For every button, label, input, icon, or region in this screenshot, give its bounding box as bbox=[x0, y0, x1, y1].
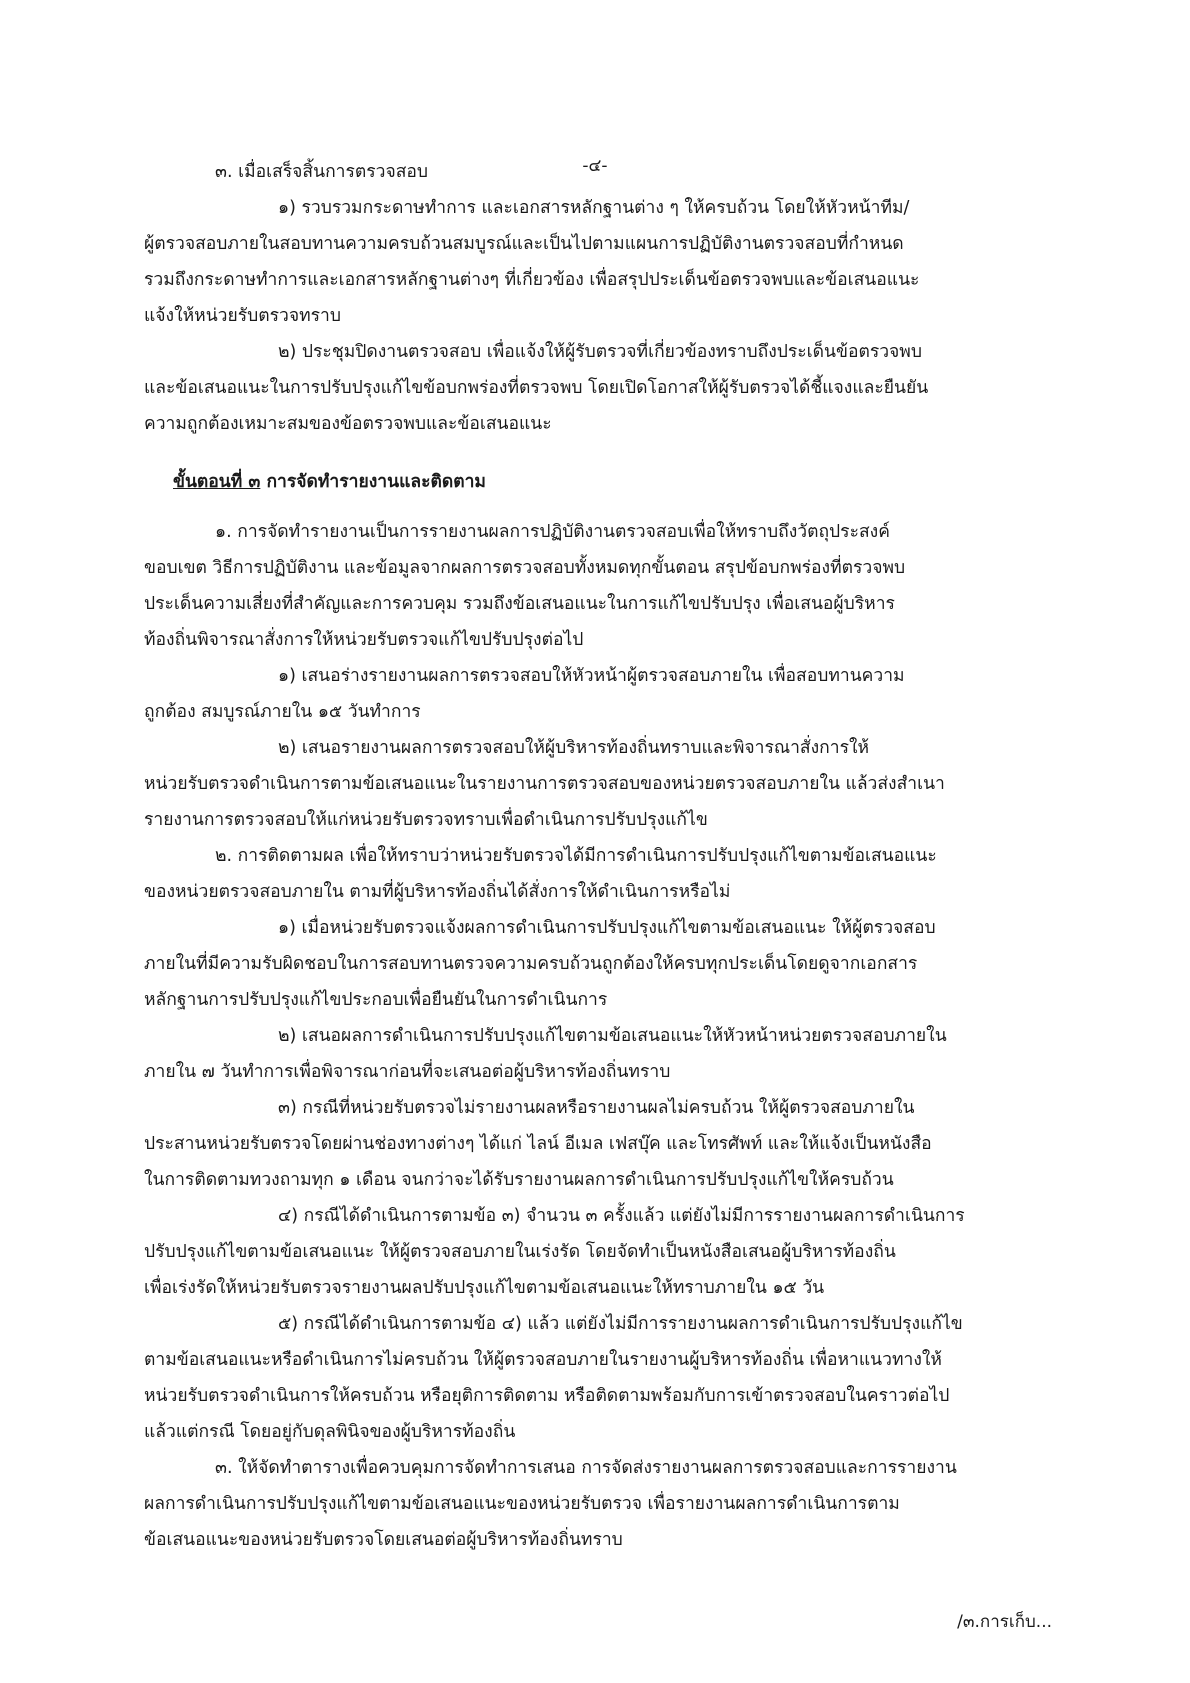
text-line: และข้อเสนอแนะในการปรับปรุงแก้ไขข้อบกพร่องที่ตรวจพบ โดยเปิดโอกาสให้ผู้รับตรวจได้ชี้แจงและยืนยัน bbox=[144, 378, 929, 398]
text-line: ประเด็นความเสี่ยงที่สำคัญและการควบคุม รวมถึงข้อเสนอแนะในการแก้ไขปรับปรุง เพื่อเสนอผู้บริหาร bbox=[144, 594, 895, 614]
text-line: ข้อเสนอแนะของหน่วยรับตรวจโดยเสนอต่อผู้บริหารท้องถิ่นทราบ bbox=[144, 1530, 623, 1550]
text-line: ๑) เสนอร่างรายงานผลการตรวจสอบให้หัวหน้าผู้ตรวจสอบภายใน เพื่อสอบทานความ bbox=[278, 666, 905, 686]
step-title: การจัดทำรายงานและติดตาม bbox=[266, 472, 486, 492]
text-line: แล้วแต่กรณี โดยอยู่กับดุลพินิจของผู้บริหารท้องถิ่น bbox=[144, 1422, 516, 1442]
text-line: ๑. การจัดทำรายงานเป็นการรายงานผลการปฏิบัติงานตรวจสอบเพื่อให้ทราบถึงวัตถุประสงค์ bbox=[215, 522, 890, 542]
text-line: ๓. ให้จัดทำตารางเพื่อควบคุมการจัดทำการเสนอ การจัดส่งรายงานผลการตรวจสอบและการรายงาน bbox=[215, 1458, 957, 1478]
text-line: แจ้งให้หน่วยรับตรวจทราบ bbox=[144, 306, 341, 326]
text-line: หน่วยรับตรวจดำเนินการตามข้อเสนอแนะในรายงานการตรวจสอบของหน่วยตรวจสอบภายใน แล้วส่งสำเนา bbox=[144, 774, 945, 794]
text-line: เพื่อเร่งรัดให้หน่วยรับตรวจรายงานผลปรับปรุงแก้ไขตามข้อเสนอแนะให้ทราบภายใน ๑๕ วัน bbox=[144, 1278, 825, 1298]
text-line: ภายใน ๗ วันทำการเพื่อพิจารณาก่อนที่จะเสนอต่อผู้บริหารท้องถิ่นทราบ bbox=[144, 1062, 671, 1082]
text-line: ประสานหน่วยรับตรวจโดยผ่านช่องทางต่างๆ ได้แก่ ไลน์ อีเมล เฟสบุ๊ค และโทรศัพท์ และให้แจ้งเป็นหนังสือ bbox=[144, 1134, 932, 1154]
text-line: หน่วยรับตรวจดำเนินการให้ครบถ้วน หรือยุติการติดตาม หรือติดตามพร้อมกับการเข้าตรวจสอบในคราวต่อไป bbox=[144, 1386, 950, 1406]
text-line: ผลการดำเนินการปรับปรุงแก้ไขตามข้อเสนอแนะของหน่วยรับตรวจ เพื่อรายงานผลการดำเนินการตาม bbox=[144, 1494, 900, 1514]
text-line: ภายในที่มีความรับผิดชอบในการสอบทานตรวจความครบถ้วนถูกต้องให้ครบทุกประเด็นโดยดูจากเอกสาร bbox=[144, 954, 918, 974]
text-line: ๒) ประชุมปิดงานตรวจสอบ เพื่อแจ้งให้ผู้รับตรวจที่เกี่ยวข้องทราบถึงประเด็นข้อตรวจพบ bbox=[278, 342, 922, 362]
text-line: ความถูกต้องเหมาะสมของข้อตรวจพบและข้อเสนอแนะ bbox=[144, 414, 552, 434]
continuation-footer: /๓.การเก็บ... bbox=[957, 1612, 1052, 1632]
text-line: รายงานการตรวจสอบให้แก่หน่วยรับตรวจทราบเพื่อดำเนินการปรับปรุงแก้ไข bbox=[144, 810, 708, 830]
text-line: ในการติดตามทวงถามทุก ๑ เดือน จนกว่าจะได้รับรายงานผลการดำเนินการปรับปรุงแก้ไขให้ครบถ้วน bbox=[144, 1170, 894, 1190]
text-line: ปรับปรุงแก้ไขตามข้อเสนอแนะ ให้ผู้ตรวจสอบภายในเร่งรัด โดยจัดทำเป็นหนังสือเสนอผู้บริหารท้องถิ่น bbox=[144, 1242, 896, 1262]
text-line: ผู้ตรวจสอบภายในสอบทานความครบถ้วนสมบูรณ์และเป็นไปตามแผนการปฏิบัติงานตรวจสอบที่กำหนด bbox=[144, 234, 904, 254]
text-line: ๑) รวบรวมกระดาษทำการ และเอกสารหลักฐานต่าง ๆ ให้ครบถ้วน โดยให้หัวหน้าทีม/ bbox=[278, 198, 910, 218]
text-line: ตามข้อเสนอแนะหรือดำเนินการไม่ครบถ้วน ให้ผู้ตรวจสอบภายในรายงานผู้บริหารท้องถิ่น เพื่อหาแนวทางให้ bbox=[144, 1350, 942, 1370]
text-line: ๒. การติดตามผล เพื่อให้ทราบว่าหน่วยรับตรวจได้มีการดำเนินการปรับปรุงแก้ไขตามข้อเสนอแนะ bbox=[215, 846, 937, 866]
text-line: ของหน่วยตรวจสอบภายใน ตามที่ผู้บริหารท้องถิ่นได้สั่งการให้ดำเนินการหรือไม่ bbox=[144, 882, 731, 902]
text-line: ๔) กรณีได้ดำเนินการตามข้อ ๓) จำนวน ๓ ครั้งแล้ว แต่ยังไม่มีการรายงานผลการดำเนินการ bbox=[278, 1206, 965, 1226]
step-label: ขั้นตอนที่ ๓ bbox=[173, 472, 261, 492]
text-line: ๑) เมื่อหน่วยรับตรวจแจ้งผลการดำเนินการปรับปรุงแก้ไขตามข้อเสนอแนะ ให้ผู้ตรวจสอบ bbox=[278, 918, 936, 938]
page-number: -๔- bbox=[582, 156, 608, 176]
text-line: ๕) กรณีได้ดำเนินการตามข้อ ๔) แล้ว แต่ยังไม่มีการรายงานผลการดำเนินการปรับปรุงแก้ไข bbox=[278, 1314, 963, 1334]
text-line: ท้องถิ่นพิจารณาสั่งการให้หน่วยรับตรวจแก้ไขปรับปรุงต่อไป bbox=[144, 630, 584, 650]
text-line: ถูกต้อง สมบูรณ์ภายใน ๑๕ วันทำการ bbox=[144, 702, 421, 722]
section-heading bbox=[173, 465, 1073, 499]
text-line: ขอบเขต วิธีการปฏิบัติงาน และข้อมูลจากผลการตรวจสอบทั้งหมดทุกขั้นตอน สรุปข้อบกพร่องที่ตรวจพบ bbox=[144, 558, 906, 578]
text-line: รวมถึงกระดาษทำการและเอกสารหลักฐานต่างๆ ที่เกี่ยวข้อง เพื่อสรุปประเด็นข้อตรวจพบและข้อเสนอแนะ bbox=[144, 270, 920, 290]
text-line: ๒) เสนอผลการดำเนินการปรับปรุงแก้ไขตามข้อเสนอแนะให้หัวหน้าหน่วยตรวจสอบภายใน bbox=[278, 1026, 947, 1046]
text-line: ๒) เสนอรายงานผลการตรวจสอบให้ผู้บริหารท้องถิ่นทราบและพิจารณาสั่งการให้ bbox=[278, 738, 870, 758]
text-line: หลักฐานการปรับปรุงแก้ไขประกอบเพื่อยืนยันในการดำเนินการ bbox=[144, 990, 608, 1010]
text-line: ๓. เมื่อเสร็จสิ้นการตรวจสอบ bbox=[215, 162, 429, 182]
text-line: ๓) กรณีที่หน่วยรับตรวจไม่รายงานผลหรือรายงานผลไม่ครบถ้วน ให้ผู้ตรวจสอบภายใน bbox=[278, 1098, 915, 1118]
